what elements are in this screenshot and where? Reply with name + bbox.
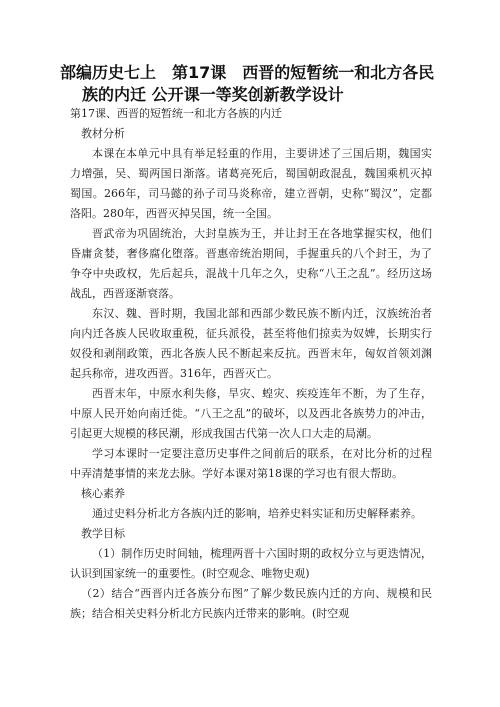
paragraph: 本课在本单元中具有举足轻重的作用，主要讲述了三国后期，魏国实力增强，吴、蜀两国日渐落。诸葛亮死后，蜀国朝政混乱，魏国乘机灭掉蜀国。266年，司马懿的孙子司马炎称帝，建立晋朝，史称“蜀汉”，定都洛阳。280年，西晋灭掉吴国，统一全国。 <box>70 147 432 220</box>
paragraph: 通过史料分析北方各族内迁的影响，培养史料实证和历史解释素养。 <box>92 507 422 520</box>
paragraph: 西晋末年，中原水利失修，旱灾、蝗灾、疾疫连年不断，为了生存，中原人民开始向南迁徙。“八王之乱”的破坏，以及西北各族势力的冲击，引起更大规模的移民潮，形成我国古代第一次人口大走的局潮。 <box>70 387 432 440</box>
paragraph: 东汉、魏、晋时期，我国北部和西部少数民族不断内迁，汉族统治者向内迁各族人民收取重税，征兵派役，甚至将他们掠卖为奴婢，长期实行奴役和剥削政策，西北各族人民不断起来反抗。西晋末年，匈奴首领刘渊起兵称帝，进攻西晋。316年，西晋灭亡。 <box>70 307 432 380</box>
document-title <box>60 62 460 106</box>
title-line-1: 部编历史七上 第17课 西晋的短暂统一和北方各民 <box>60 63 435 82</box>
paragraph: （2）结合“西晋内迁各族分布图”了解少数民族内迁的方向、规模和民族；结合相关史料分析北方民族内迁带来的影响。(时空观 <box>70 587 432 620</box>
paragraph: 教材分析 <box>81 127 125 140</box>
paragraph: 学习本课时一定要注意历史事件之间前后的联系，在对比分析的过程中弄清楚事情的来龙去脉。学好本课对第18课的学习也有很大帮助。 <box>70 447 432 480</box>
document-body <box>70 104 432 624</box>
paragraph: 第17课、西晋的短暂统一和北方各族的内迁 <box>70 107 282 120</box>
paragraph: 核心素养 <box>81 487 125 500</box>
paragraph: 晋武帝为巩固统治，大封皇族为王，并让封王在各地掌握实权，他们昏庸贪婪，奢侈腐化堕落。晋惠帝统治期间，手握重兵的八个封王，为了争夺中央政权，先后起兵，混战十几年之久，史称“八王之乱”。经历这场战乱，西晋逐渐衰落。 <box>70 227 432 300</box>
paragraph: （1）制作历史时间轴，梳理两晋十六国时期的政权分立与更迭情况，认识到国家统一的重要性。(时空观念、唯物史观) <box>70 547 432 580</box>
title-line-2: 族的内迁 公开课一等奖创新教学设计 <box>82 85 344 104</box>
paragraph: 教学目标 <box>81 527 125 540</box>
